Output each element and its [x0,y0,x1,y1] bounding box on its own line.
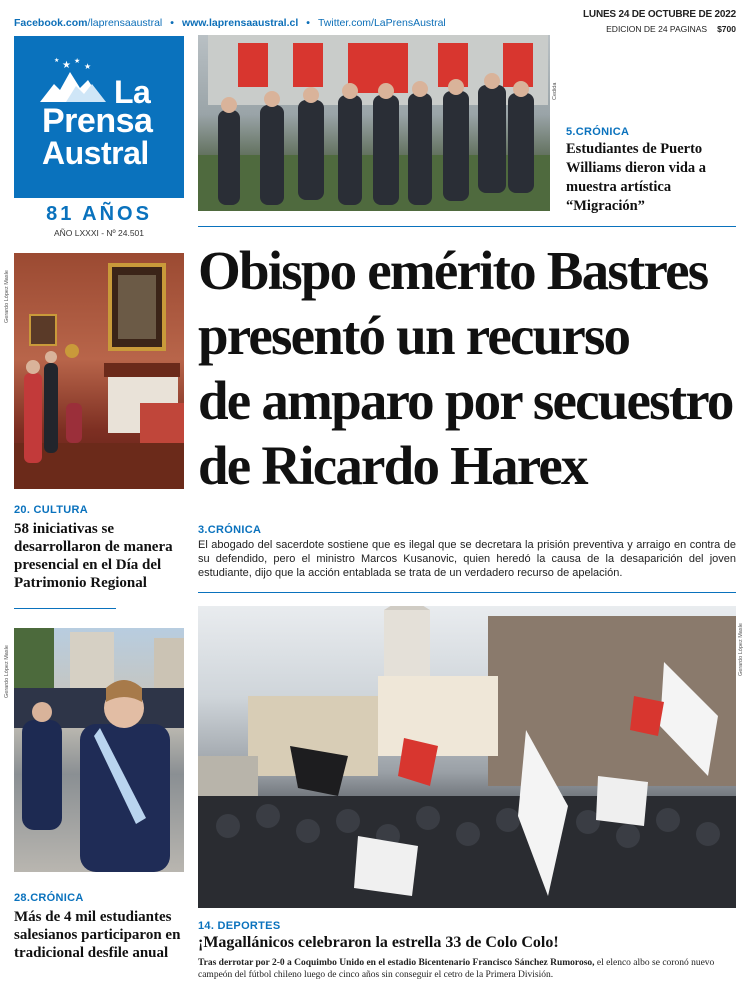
culture-section[interactable]: 20. CULTURA [14,504,88,516]
issue-number: AÑO LXXXI - Nº 24.501 [53,228,145,238]
sports-section[interactable]: 14. DEPORTES [198,920,281,932]
price: $700 [717,24,736,34]
main-headline-line: de amparo por secuestro [198,370,733,431]
separator-dot: • [306,17,310,29]
anniversary-years: 81 AÑOS [46,203,152,225]
culture-headline[interactable]: 58 iniciativas se desarrollaron de manera presencial en el Día del Patrimonio Regional [14,521,173,591]
heritage-room-photo[interactable] [14,253,184,489]
social-links-bar [14,12,574,34]
divider [14,608,116,609]
separator-dot: • [170,17,174,29]
parade-headline[interactable]: Más de 4 mil estudiantes salesianos participaron en tradicional desfile anual [14,909,181,961]
website-link[interactable]: www.laprensaaustral.cl [181,17,299,29]
main-headline-line: presentó un recurso [198,305,630,366]
main-story-section[interactable]: 3.CRÓNICA [198,524,262,536]
top-story-headline[interactable]: Estudiantes de Puerto Williams dieron vida a muestra artística “Migración” [566,141,707,214]
svg-text:★: ★ [62,60,71,71]
main-headline-line: Obispo emérito Bastres [198,240,708,301]
student-parade-photo[interactable] [14,628,184,872]
issue-date-block [583,8,736,36]
main-story-summary: El abogado del sacerdote sostiene que es ilegal que se decretara la prisión preventiva y arraigo en contra de su defendido, pero el ministro Marcos Kusanovic, quien heredó la causa de la desaparición del joven estudiante, dijo que la acción entablada se trata de un verdadero recurso de apelación. [198,539,736,579]
photo-credit: Gerardo López Masle [738,623,744,676]
logo-line-la: La [114,74,151,110]
edition-info: EDICION DE 24 PAGINAS $700 [606,24,736,34]
svg-text:★: ★ [84,62,92,71]
top-photo-credit: Cedida [552,82,558,100]
logo-line-prensa: Prensa [42,102,153,140]
photo-credit: Gerardo López Masle [4,270,10,323]
svg-text:★: ★ [54,58,60,64]
masthead-logo[interactable] [14,36,184,198]
mountains-stars-logo-icon [40,54,118,104]
cronica-section[interactable]: 28.CRÓNICA [14,892,84,904]
celebration-illustration [198,606,736,908]
parade-illustration [14,628,184,872]
twitter-link[interactable]: Twitter.com/LaPrensAustral [317,17,446,29]
top-story-photo[interactable] [198,35,550,211]
divider [198,226,736,227]
heritage-room-illustration [14,253,184,489]
sports-lead [198,957,736,981]
svg-text:★: ★ [74,58,81,65]
divider [198,592,736,593]
sports-lead-bold: Tras derrotar por 2-0 a Coquimbo Unido en el estadio Bicentenario Francisco Sánchez Rumoroso, [198,958,595,968]
colo-colo-celebration-photo[interactable] [198,606,736,908]
photo-credit: Gerardo López Masle [4,645,10,698]
sports-headline[interactable]: ¡Magallánicos celebraron la estrella 33 de Colo Colo! [198,934,559,951]
top-story-section[interactable]: 5.CRÓNICA [566,126,630,138]
students-group-illustration [198,35,550,211]
sports-lead-rest: el elenco albo se coronó nuevo campeón del fútbol chileno luego de cinco años sin conseguir el cetro de la Primera División. [198,958,715,980]
issue-date: LUNES 24 DE OCTUBRE DE 2022 [583,9,736,20]
main-headline-line: de Ricardo Harex [198,435,587,496]
logo-line-austral: Austral [42,135,149,171]
facebook-link[interactable]: Facebook.com/laprensaaustral [14,17,163,29]
main-headline[interactable] [198,238,738,498]
